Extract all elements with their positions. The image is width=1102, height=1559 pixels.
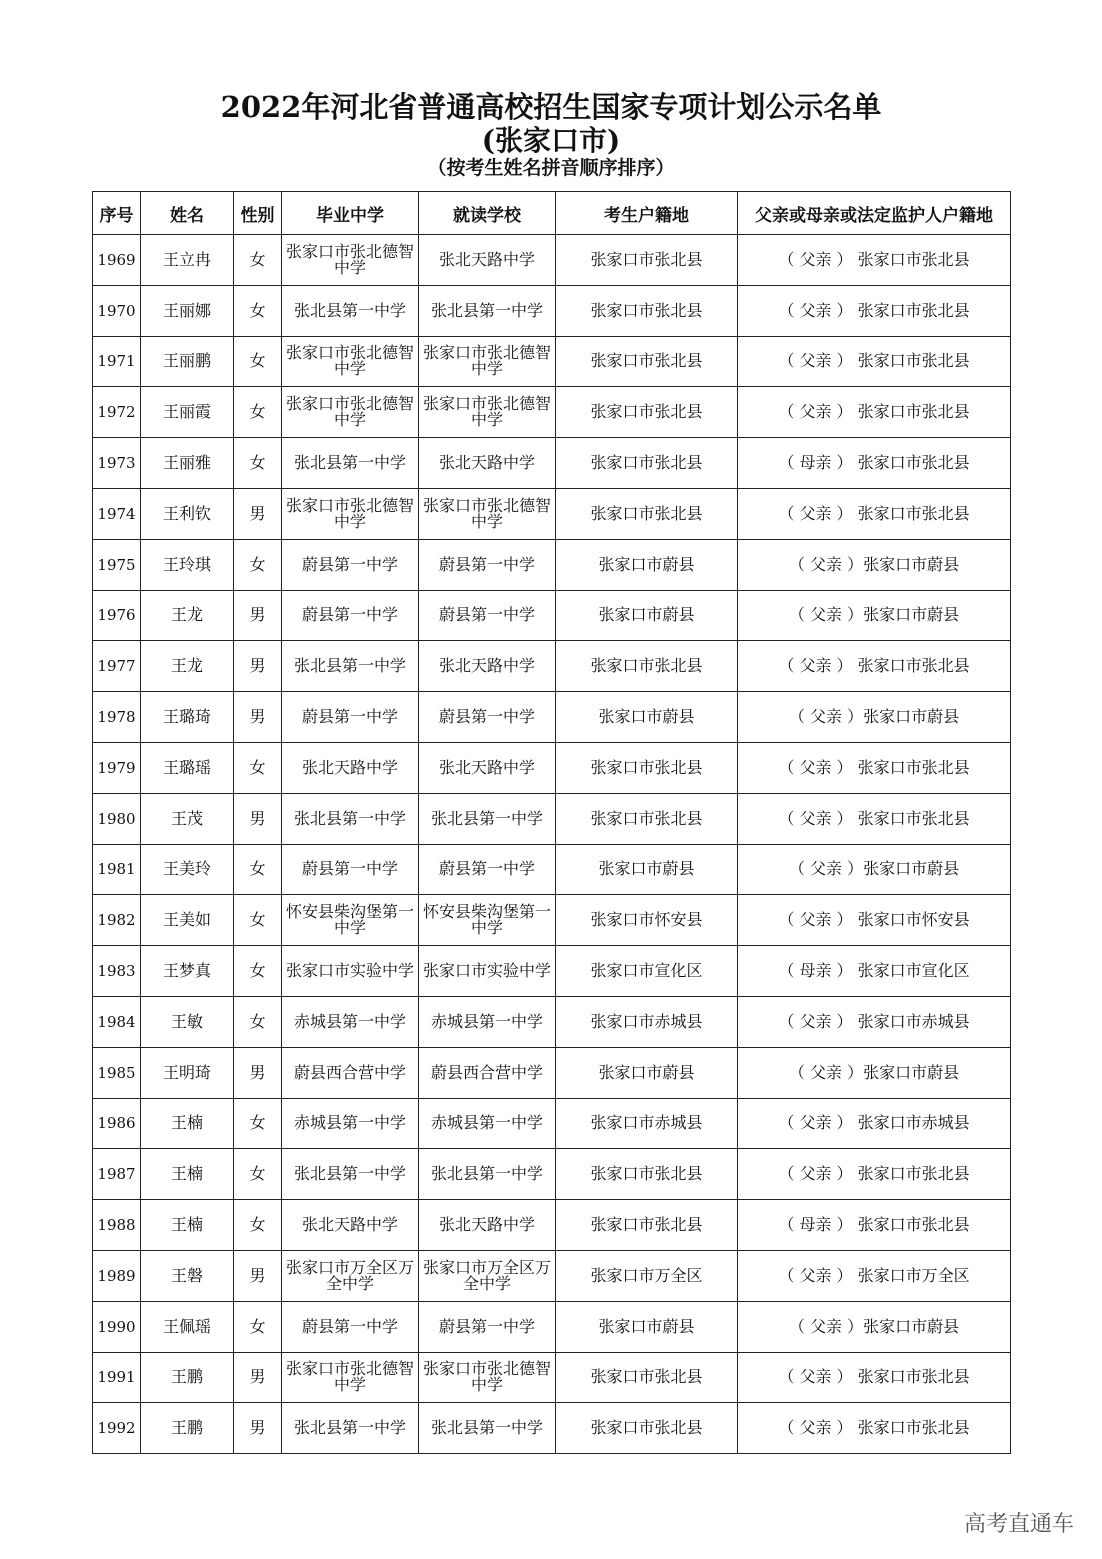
cell-grad-school: 张家口市张北德智中学 <box>282 488 419 539</box>
cell-guardian: （ 母亲 ） 张家口市宣化区 <box>738 946 1011 997</box>
table-row <box>93 1149 1011 1200</box>
table-row <box>93 1403 1011 1454</box>
cell-residence: 张家口市张北县 <box>556 1352 738 1403</box>
cell-name: 王璐瑶 <box>141 742 234 793</box>
table-row <box>93 1200 1011 1251</box>
cell-residence: 张家口市张北县 <box>556 742 738 793</box>
cell-current-school: 张家口市实验中学 <box>419 946 556 997</box>
cell-gender: 男 <box>234 1250 282 1301</box>
cell-current-school: 蔚县西合营中学 <box>419 1047 556 1098</box>
table-row <box>93 539 1011 590</box>
table-row <box>93 590 1011 641</box>
cell-gender: 男 <box>234 488 282 539</box>
cell-grad-school: 赤城县第一中学 <box>282 1098 419 1149</box>
cell-residence: 张家口市怀安县 <box>556 895 738 946</box>
cell-gender: 男 <box>234 1352 282 1403</box>
cell-gender: 男 <box>234 1047 282 1098</box>
cell-gender: 女 <box>234 1301 282 1352</box>
column-header-residence: 考生户籍地 <box>556 192 738 235</box>
table-row <box>93 1301 1011 1352</box>
table-row <box>93 1352 1011 1403</box>
cell-current-school: 张家口市万全区万全中学 <box>419 1250 556 1301</box>
cell-residence: 张家口市蔚县 <box>556 692 738 743</box>
cell-current-school: 张北天路中学 <box>419 742 556 793</box>
cell-grad-school: 蔚县第一中学 <box>282 590 419 641</box>
cell-seq: 1970 <box>93 285 141 336</box>
cell-seq: 1990 <box>93 1301 141 1352</box>
cell-current-school: 张北县第一中学 <box>419 285 556 336</box>
cell-name: 王玲琪 <box>141 539 234 590</box>
cell-residence: 张家口市张北县 <box>556 438 738 489</box>
cell-name: 王楠 <box>141 1098 234 1149</box>
cell-seq: 1972 <box>93 387 141 438</box>
cell-guardian: （ 父亲 ）张家口市蔚县 <box>738 692 1011 743</box>
cell-grad-school: 张家口市张北德智中学 <box>282 387 419 438</box>
cell-current-school: 蔚县第一中学 <box>419 539 556 590</box>
cell-residence: 张家口市张北县 <box>556 1200 738 1251</box>
cell-seq: 1988 <box>93 1200 141 1251</box>
cell-name: 王敏 <box>141 996 234 1047</box>
column-header-seq: 序号 <box>93 192 141 235</box>
cell-name: 王鹏 <box>141 1403 234 1454</box>
table-row <box>93 336 1011 387</box>
cell-grad-school: 张北天路中学 <box>282 1200 419 1251</box>
cell-seq: 1980 <box>93 793 141 844</box>
cell-seq: 1978 <box>93 692 141 743</box>
cell-residence: 张家口市张北县 <box>556 793 738 844</box>
table-row <box>93 1250 1011 1301</box>
column-header-gender: 性别 <box>234 192 282 235</box>
cell-seq: 1974 <box>93 488 141 539</box>
cell-name: 王磐 <box>141 1250 234 1301</box>
cell-seq: 1981 <box>93 844 141 895</box>
cell-name: 王璐琦 <box>141 692 234 743</box>
cell-seq: 1989 <box>93 1250 141 1301</box>
cell-seq: 1985 <box>93 1047 141 1098</box>
cell-residence: 张家口市蔚县 <box>556 1301 738 1352</box>
cell-residence: 张家口市蔚县 <box>556 590 738 641</box>
cell-name: 王茂 <box>141 793 234 844</box>
cell-current-school: 张家口市张北德智中学 <box>419 488 556 539</box>
cell-grad-school: 蔚县第一中学 <box>282 539 419 590</box>
cell-name: 王丽娜 <box>141 285 234 336</box>
cell-guardian: （ 父亲 ）张家口市蔚县 <box>738 1301 1011 1352</box>
table-row <box>93 996 1011 1047</box>
cell-current-school: 张家口市张北德智中学 <box>419 387 556 438</box>
cell-grad-school: 张家口市张北德智中学 <box>282 235 419 286</box>
cell-grad-school: 赤城县第一中学 <box>282 996 419 1047</box>
cell-residence: 张家口市张北县 <box>556 1149 738 1200</box>
cell-current-school: 赤城县第一中学 <box>419 996 556 1047</box>
column-header-grad-school: 毕业中学 <box>282 192 419 235</box>
table-row <box>93 742 1011 793</box>
cell-grad-school: 张家口市张北德智中学 <box>282 1352 419 1403</box>
cell-gender: 女 <box>234 1200 282 1251</box>
cell-guardian: （ 母亲 ） 张家口市张北县 <box>738 1200 1011 1251</box>
cell-guardian: （ 父亲 ） 张家口市怀安县 <box>738 895 1011 946</box>
cell-current-school: 张北县第一中学 <box>419 793 556 844</box>
cell-seq: 1969 <box>93 235 141 286</box>
cell-grad-school: 蔚县第一中学 <box>282 1301 419 1352</box>
cell-residence: 张家口市张北县 <box>556 235 738 286</box>
cell-grad-school: 张家口市实验中学 <box>282 946 419 997</box>
table-row <box>93 235 1011 286</box>
column-header-guardian: 父亲或母亲或法定监护人户籍地 <box>738 192 1011 235</box>
cell-guardian: （ 父亲 ） 张家口市张北县 <box>738 488 1011 539</box>
cell-gender: 女 <box>234 336 282 387</box>
cell-grad-school: 张北县第一中学 <box>282 1149 419 1200</box>
cell-name: 王丽霞 <box>141 387 234 438</box>
cell-name: 王佩瑶 <box>141 1301 234 1352</box>
cell-seq: 1987 <box>93 1149 141 1200</box>
cell-residence: 张家口市张北县 <box>556 488 738 539</box>
cell-current-school: 张家口市张北德智中学 <box>419 336 556 387</box>
cell-grad-school: 张家口市万全区万全中学 <box>282 1250 419 1301</box>
table-row <box>93 946 1011 997</box>
table-row <box>93 692 1011 743</box>
cell-guardian: （ 父亲 ） 张家口市张北县 <box>738 1352 1011 1403</box>
cell-gender: 女 <box>234 539 282 590</box>
cell-seq: 1979 <box>93 742 141 793</box>
cell-residence: 张家口市万全区 <box>556 1250 738 1301</box>
cell-current-school: 怀安县柴沟堡第一中学 <box>419 895 556 946</box>
cell-guardian: （ 父亲 ） 张家口市张北县 <box>738 1149 1011 1200</box>
cell-seq: 1982 <box>93 895 141 946</box>
cell-residence: 张家口市赤城县 <box>556 1098 738 1149</box>
cell-gender: 女 <box>234 235 282 286</box>
cell-name: 王龙 <box>141 590 234 641</box>
cell-grad-school: 张北县第一中学 <box>282 793 419 844</box>
cell-current-school: 赤城县第一中学 <box>419 1098 556 1149</box>
cell-name: 王明琦 <box>141 1047 234 1098</box>
cell-seq: 1977 <box>93 641 141 692</box>
cell-seq: 1991 <box>93 1352 141 1403</box>
watermark-text: 高考直通车 <box>963 1512 1074 1537</box>
page-subtitle: (张家口市) <box>481 124 621 157</box>
cell-current-school: 张北天路中学 <box>419 438 556 489</box>
cell-guardian: （ 父亲 ） 张家口市赤城县 <box>738 1098 1011 1149</box>
cell-gender: 女 <box>234 946 282 997</box>
cell-gender: 男 <box>234 692 282 743</box>
table-header-row <box>93 192 1011 235</box>
cell-guardian: （ 父亲 ）张家口市蔚县 <box>738 1047 1011 1098</box>
cell-seq: 1976 <box>93 590 141 641</box>
table-row <box>93 1098 1011 1149</box>
cell-guardian: （ 父亲 ） 张家口市张北县 <box>738 235 1011 286</box>
cell-seq: 1975 <box>93 539 141 590</box>
cell-residence: 张家口市蔚县 <box>556 844 738 895</box>
cell-gender: 男 <box>234 793 282 844</box>
cell-gender: 女 <box>234 742 282 793</box>
cell-gender: 女 <box>234 1149 282 1200</box>
cell-guardian: （ 父亲 ） 张家口市张北县 <box>738 387 1011 438</box>
cell-residence: 张家口市蔚县 <box>556 1047 738 1098</box>
cell-grad-school: 张北天路中学 <box>282 742 419 793</box>
cell-gender: 女 <box>234 1098 282 1149</box>
cell-gender: 女 <box>234 996 282 1047</box>
column-header-current-school: 就读学校 <box>419 192 556 235</box>
table-row <box>93 895 1011 946</box>
cell-name: 王鹏 <box>141 1352 234 1403</box>
cell-guardian: （ 父亲 ） 张家口市赤城县 <box>738 996 1011 1047</box>
cell-guardian: （ 父亲 ）张家口市蔚县 <box>738 539 1011 590</box>
cell-current-school: 张北县第一中学 <box>419 1403 556 1454</box>
cell-guardian: （ 父亲 ） 张家口市万全区 <box>738 1250 1011 1301</box>
cell-name: 王龙 <box>141 641 234 692</box>
cell-current-school: 张家口市张北德智中学 <box>419 1352 556 1403</box>
cell-grad-school: 怀安县柴沟堡第一中学 <box>282 895 419 946</box>
cell-gender: 女 <box>234 438 282 489</box>
cell-grad-school: 张家口市张北德智中学 <box>282 336 419 387</box>
cell-current-school: 张北天路中学 <box>419 641 556 692</box>
roster-table <box>92 191 1011 1454</box>
table-row <box>93 844 1011 895</box>
cell-residence: 张家口市宣化区 <box>556 946 738 997</box>
cell-guardian: （ 母亲 ） 张家口市张北县 <box>738 438 1011 489</box>
cell-guardian: （ 父亲 ）张家口市蔚县 <box>738 590 1011 641</box>
cell-residence: 张家口市张北县 <box>556 1403 738 1454</box>
cell-seq: 1971 <box>93 336 141 387</box>
table-row <box>93 387 1011 438</box>
cell-grad-school: 张北县第一中学 <box>282 438 419 489</box>
cell-residence: 张家口市张北县 <box>556 285 738 336</box>
cell-name: 王丽鹏 <box>141 336 234 387</box>
cell-gender: 女 <box>234 285 282 336</box>
cell-grad-school: 张北县第一中学 <box>282 285 419 336</box>
cell-grad-school: 蔚县第一中学 <box>282 844 419 895</box>
cell-residence: 张家口市张北县 <box>556 336 738 387</box>
cell-grad-school: 蔚县西合营中学 <box>282 1047 419 1098</box>
cell-gender: 男 <box>234 1403 282 1454</box>
cell-gender: 女 <box>234 844 282 895</box>
cell-name: 王利钦 <box>141 488 234 539</box>
column-header-name: 姓名 <box>141 192 234 235</box>
cell-guardian: （ 父亲 ） 张家口市张北县 <box>738 641 1011 692</box>
table-row <box>93 641 1011 692</box>
cell-gender: 男 <box>234 641 282 692</box>
cell-grad-school: 张北县第一中学 <box>282 1403 419 1454</box>
cell-name: 王立冉 <box>141 235 234 286</box>
cell-name: 王楠 <box>141 1200 234 1251</box>
cell-guardian: （ 父亲 ） 张家口市张北县 <box>738 793 1011 844</box>
cell-gender: 女 <box>234 895 282 946</box>
cell-residence: 张家口市张北县 <box>556 387 738 438</box>
cell-gender: 女 <box>234 387 282 438</box>
cell-grad-school: 张北县第一中学 <box>282 641 419 692</box>
cell-seq: 1983 <box>93 946 141 997</box>
cell-name: 王梦真 <box>141 946 234 997</box>
cell-guardian: （ 父亲 ） 张家口市张北县 <box>738 1403 1011 1454</box>
cell-current-school: 张北天路中学 <box>419 1200 556 1251</box>
cell-seq: 1973 <box>93 438 141 489</box>
cell-guardian: （ 父亲 ） 张家口市张北县 <box>738 336 1011 387</box>
cell-guardian: （ 父亲 ） 张家口市张北县 <box>738 742 1011 793</box>
cell-current-school: 蔚县第一中学 <box>419 1301 556 1352</box>
cell-name: 王美玲 <box>141 844 234 895</box>
cell-grad-school: 蔚县第一中学 <box>282 692 419 743</box>
table-row <box>93 488 1011 539</box>
cell-residence: 张家口市张北县 <box>556 641 738 692</box>
table-row <box>93 793 1011 844</box>
cell-name: 王楠 <box>141 1149 234 1200</box>
cell-name: 王美如 <box>141 895 234 946</box>
cell-seq: 1986 <box>93 1098 141 1149</box>
cell-current-school: 张北天路中学 <box>419 235 556 286</box>
sort-note: （按考生姓名拼音顺序排序） <box>427 157 675 179</box>
cell-guardian: （ 父亲 ）张家口市蔚县 <box>738 844 1011 895</box>
table-row <box>93 1047 1011 1098</box>
cell-current-school: 蔚县第一中学 <box>419 844 556 895</box>
page-title: 2022年河北省普通高校招生国家专项计划公示名单 <box>220 90 882 124</box>
cell-current-school: 蔚县第一中学 <box>419 692 556 743</box>
cell-gender: 男 <box>234 590 282 641</box>
cell-seq: 1992 <box>93 1403 141 1454</box>
cell-seq: 1984 <box>93 996 141 1047</box>
table-row <box>93 285 1011 336</box>
cell-guardian: （ 父亲 ） 张家口市张北县 <box>738 285 1011 336</box>
cell-current-school: 蔚县第一中学 <box>419 590 556 641</box>
cell-residence: 张家口市蔚县 <box>556 539 738 590</box>
table-row <box>93 438 1011 489</box>
cell-name: 王丽雅 <box>141 438 234 489</box>
cell-current-school: 张北县第一中学 <box>419 1149 556 1200</box>
cell-residence: 张家口市赤城县 <box>556 996 738 1047</box>
